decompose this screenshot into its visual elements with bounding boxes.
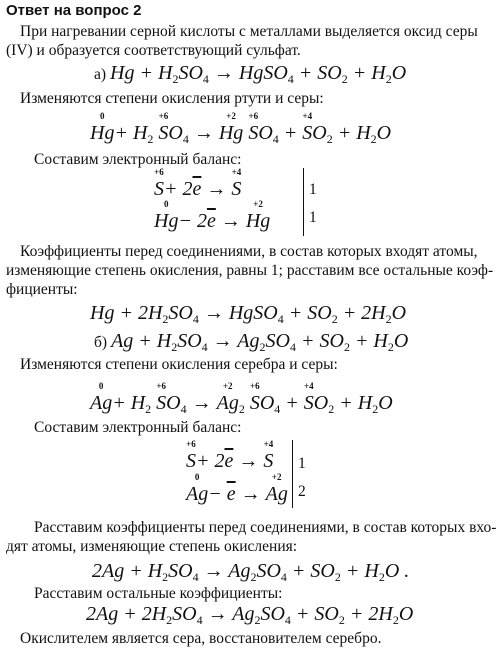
rest-b-title: Расставим остальные коэффициенты: bbox=[34, 585, 283, 602]
coef-b-line-2: дят атомы, изменяющие степень окисления: bbox=[6, 538, 298, 555]
eq-a-text: $Hg + H_2SO_4$ → HgSO$_4$ + $SO_2 + H_2O$ bbox=[110, 62, 407, 86]
balance-b-coef-2: 2 bbox=[298, 483, 306, 500]
ox-equation-a: Hg 0 + $H_2$ S +6 $O_4 \to Hg$ +2 S +6 $O_4 + S$ +4 $O_2 + H_2O$ bbox=[90, 111, 392, 146]
balance-b-coef-1: 1 bbox=[298, 455, 306, 472]
intro-line-2: (IV) и образуется соответствующий сульфат. bbox=[6, 42, 301, 59]
balance-b-line-1: S +6 + $2\overline{e} \to S$ +4 bbox=[186, 439, 274, 472]
equation-b-coef: $2Ag + H_2SO_4 \to Ag_2SO_4 + SO_2 + H_2O$ . bbox=[92, 560, 410, 584]
conclusion: Окислителем является сера, восстановителем серебро. bbox=[20, 630, 382, 647]
balance-a-title: Составим электронный баланс: bbox=[34, 151, 242, 168]
ox-equation-b: Ag 0 + $H_2$ S +6 $O_4 \to Ag$ +2 $_2$ S +6 $O_4 + S$ +4 $O_2 + H_2O$ bbox=[90, 381, 393, 416]
ox-change-a: Изменяются степени окисления ртути и серы: bbox=[20, 90, 324, 107]
equation-b: б) $Ag + H_2SO_4 \to Ag_2SO_4 + SO_2 + H_2O$ bbox=[94, 330, 409, 354]
page-title: Ответ на вопрос 2 bbox=[6, 2, 142, 19]
equation-a bbox=[94, 62, 406, 85]
balance-a-divider bbox=[303, 168, 304, 236]
coef-text-2: изменяющие степень окисления, равны 1; расставим все остальные коэф- bbox=[6, 262, 494, 279]
balance-a-line-2: Hg 0 − $2\overline{e} \to Hg$ +2 bbox=[154, 199, 271, 232]
balance-a-line-1: S +6 + $2\overline{e} \to S$ +4 bbox=[154, 167, 242, 200]
part-b-label: б) bbox=[94, 334, 108, 351]
balanced-equation-a: $Hg + 2H_2SO_4$ → HgSO$_4$ + $SO_2 + 2H_2O$ bbox=[90, 302, 407, 326]
balance-b-divider bbox=[292, 440, 293, 508]
coef-b-line-1: Расставим коэффициенты перед соединениями, в состав которых вхо- bbox=[34, 519, 497, 536]
part-a-label: а) bbox=[94, 66, 107, 83]
balance-b-line-2: Ag 0 − $\overline{e} \to Ag$ +2 bbox=[186, 472, 288, 505]
coef-text-1: Коэффициенты перед соединениями, в состав которых входят атомы, bbox=[20, 243, 478, 260]
balance-a-coef-1: 1 bbox=[309, 181, 317, 198]
balance-a-coef-2: 1 bbox=[309, 209, 317, 226]
ox-change-b: Изменяются степени окисления серебра и серы: bbox=[20, 356, 338, 373]
intro-line-1: При нагревании серной кислоты с металлами выделяется оксид серы bbox=[20, 23, 478, 40]
balanced-equation-b: $2Ag + 2H_2SO_4 \to Ag_2SO_4 + SO_2 + 2H_2O$ bbox=[86, 603, 414, 627]
coef-text-3: фициенты: bbox=[6, 281, 78, 298]
balance-b-title: Составим электронный баланс: bbox=[34, 419, 242, 436]
